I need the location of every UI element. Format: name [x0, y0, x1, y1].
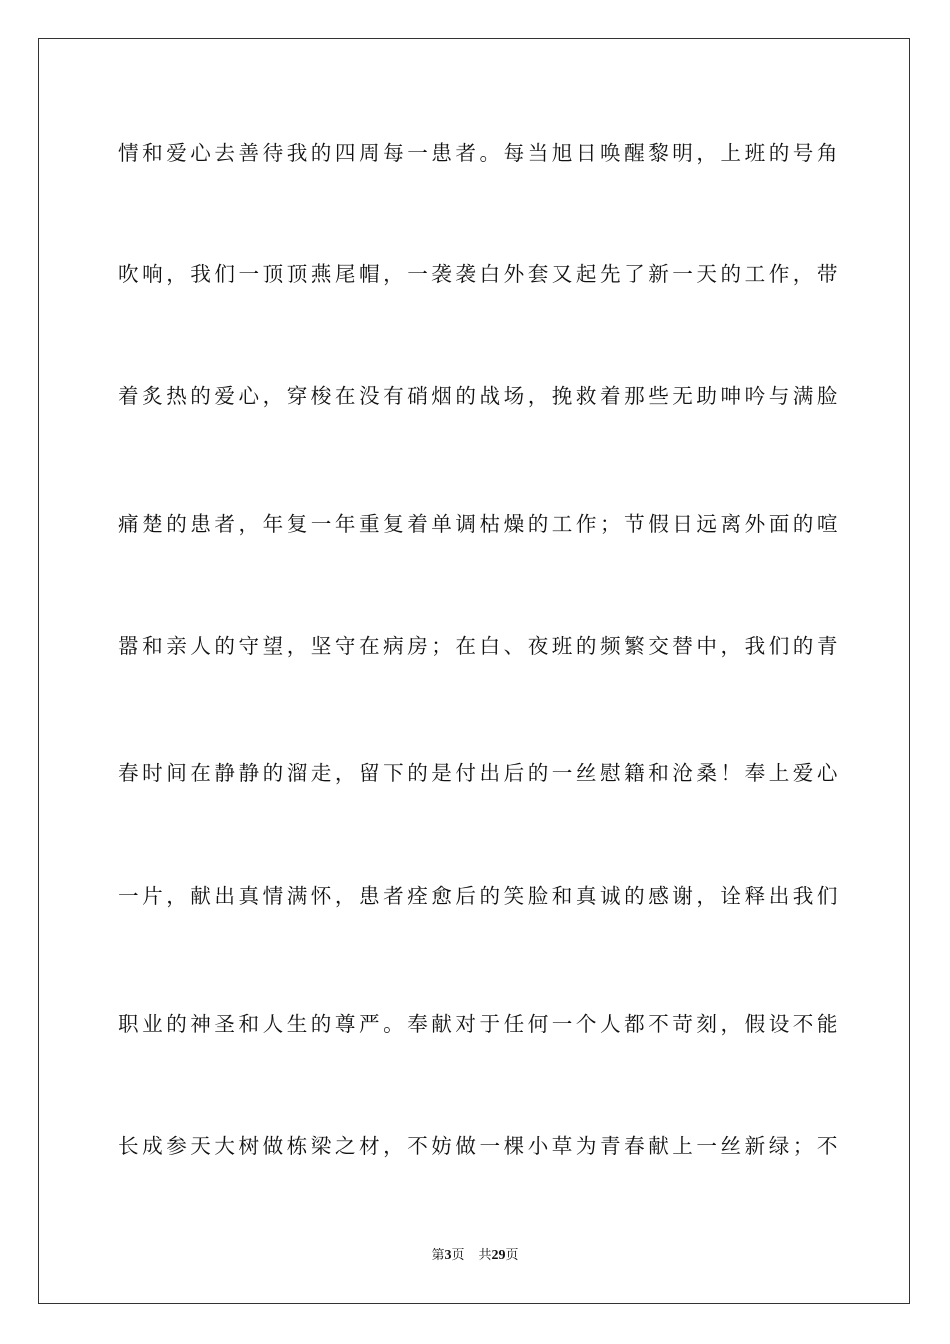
total-prefix: 共: [478, 1248, 492, 1263]
page-number: 3: [444, 1248, 452, 1263]
text-line-3: 着炙热的爱心，穿梭在没有硝烟的战场，挽救着那些无助呻吟与满脸: [118, 384, 838, 408]
text-line-1: 情和爱心去善待我的四周每一患者。每当旭日唤醒黎明，上班的号角: [118, 141, 838, 165]
page-prefix: 第: [431, 1248, 445, 1263]
text-line-7: 一片，献出真情满怀，患者痊愈后的笑脸和真诚的感谢，诠释出我们: [118, 884, 838, 908]
text-line-8: 职业的神圣和人生的尊严。奉献对于任何一个人都不苛刻，假设不能: [118, 1012, 838, 1036]
page-suffix: 页: [451, 1248, 465, 1263]
text-line-5: 嚣和亲人的守望，坚守在病房；在白、夜班的频繁交替中，我们的青: [118, 634, 838, 658]
total-suffix: 页: [505, 1248, 519, 1263]
page-border: [38, 38, 910, 1304]
total-pages: 29: [491, 1248, 506, 1263]
text-line-6: 春时间在静静的溜走，留下的是付出后的一丝慰籍和沧桑！奉上爱心: [118, 761, 838, 785]
text-line-4: 痛楚的患者，年复一年重复着单调枯燥的工作；节假日远离外面的喧: [118, 512, 838, 536]
page-footer: [0, 1247, 950, 1265]
text-line-2: 吹响，我们一顶顶燕尾帽，一袭袭白外套又起先了新一天的工作，带: [118, 262, 838, 286]
text-line-9: 长成参天大树做栋梁之材，不妨做一棵小草为青春献上一丝新绿；不: [118, 1134, 838, 1158]
